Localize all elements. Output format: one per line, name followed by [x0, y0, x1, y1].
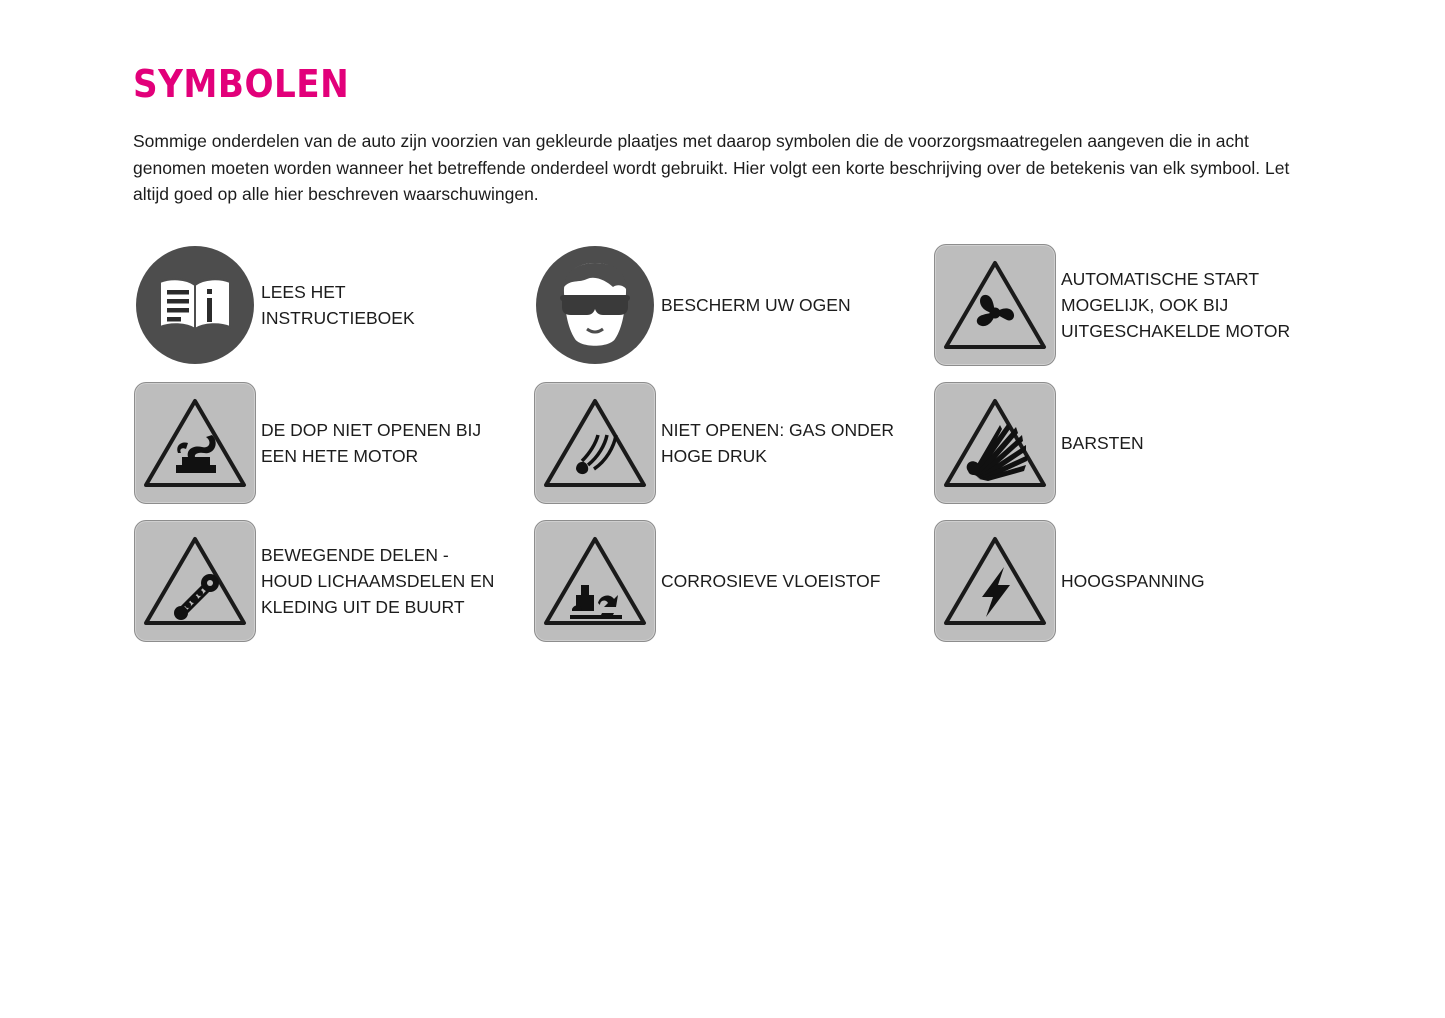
page-title: SYMBOLEN: [133, 62, 350, 106]
symbol-label: LEES HET INSTRUCTIEBOEK: [261, 281, 415, 328]
icon-container: [533, 246, 657, 364]
icon-container: [933, 382, 1057, 504]
symbol-label: HOOGSPANNING: [1061, 570, 1205, 591]
icon-container: [533, 382, 657, 504]
icon-container: [933, 520, 1057, 642]
symbol-item: [533, 236, 933, 374]
icon-container: [933, 244, 1057, 366]
symbol-item: [133, 374, 533, 512]
symbol-item: [533, 512, 933, 650]
symbol-label: BESCHERM UW OGEN: [661, 294, 851, 315]
open-book-icon: [136, 246, 254, 364]
symbol-item: [133, 236, 533, 374]
pressurized-gas-warning-icon: [534, 382, 656, 504]
explosion-burst-warning-icon: [934, 382, 1056, 504]
symbol-item: [133, 512, 533, 650]
icon-container: [133, 246, 257, 364]
symbol-label: NIET OPENEN: GAS ONDER HOGE DRUK: [661, 419, 895, 466]
symbol-grid: [133, 236, 1315, 650]
icon-container: [133, 520, 257, 642]
icon-container: [133, 382, 257, 504]
symbol-item: [933, 374, 1315, 512]
cooling-fan-warning-icon: [934, 244, 1056, 366]
symbol-item: [933, 512, 1315, 650]
symbol-label: CORROSIEVE VLOEISTOF: [661, 570, 881, 591]
symbol-item: [533, 374, 933, 512]
symbol-item: [933, 236, 1315, 374]
symbol-label: BARSTEN: [1061, 432, 1144, 453]
moving-belt-parts-warning-icon: [134, 520, 256, 642]
symbol-label: DE DOP NIET OPENEN BIJ EEN HETE MOTOR: [261, 419, 482, 466]
hot-radiator-cap-warning-icon: [134, 382, 256, 504]
high-voltage-warning-icon: [934, 520, 1056, 642]
intro-paragraph: Sommige onderdelen van de auto zijn voorzien van gekleurde plaatjes met daarop symbolen die de voorzorgsmaatregelen aangeven die in acht genomen moeten worden wanneer het betreffende onderdeel wordt gebruikt. Hier volgt een korte beschrijving over de betekenis van elk symbool. Let altijd goed op alle hier beschreven waarschuwingen.: [133, 131, 1290, 205]
symbol-label: BEWEGENDE DELEN - HOUD LICHAAMSDELEN EN KLEDING UIT DE BUURT: [261, 544, 495, 617]
corrosive-liquid-warning-icon: [534, 520, 656, 642]
icon-container: [533, 520, 657, 642]
safety-goggles-face-icon: [536, 246, 654, 364]
symbol-label: AUTOMATISCHE START MOGELIJK, OOK BIJ UITGESCHAKELDE MOTOR: [1061, 268, 1291, 341]
